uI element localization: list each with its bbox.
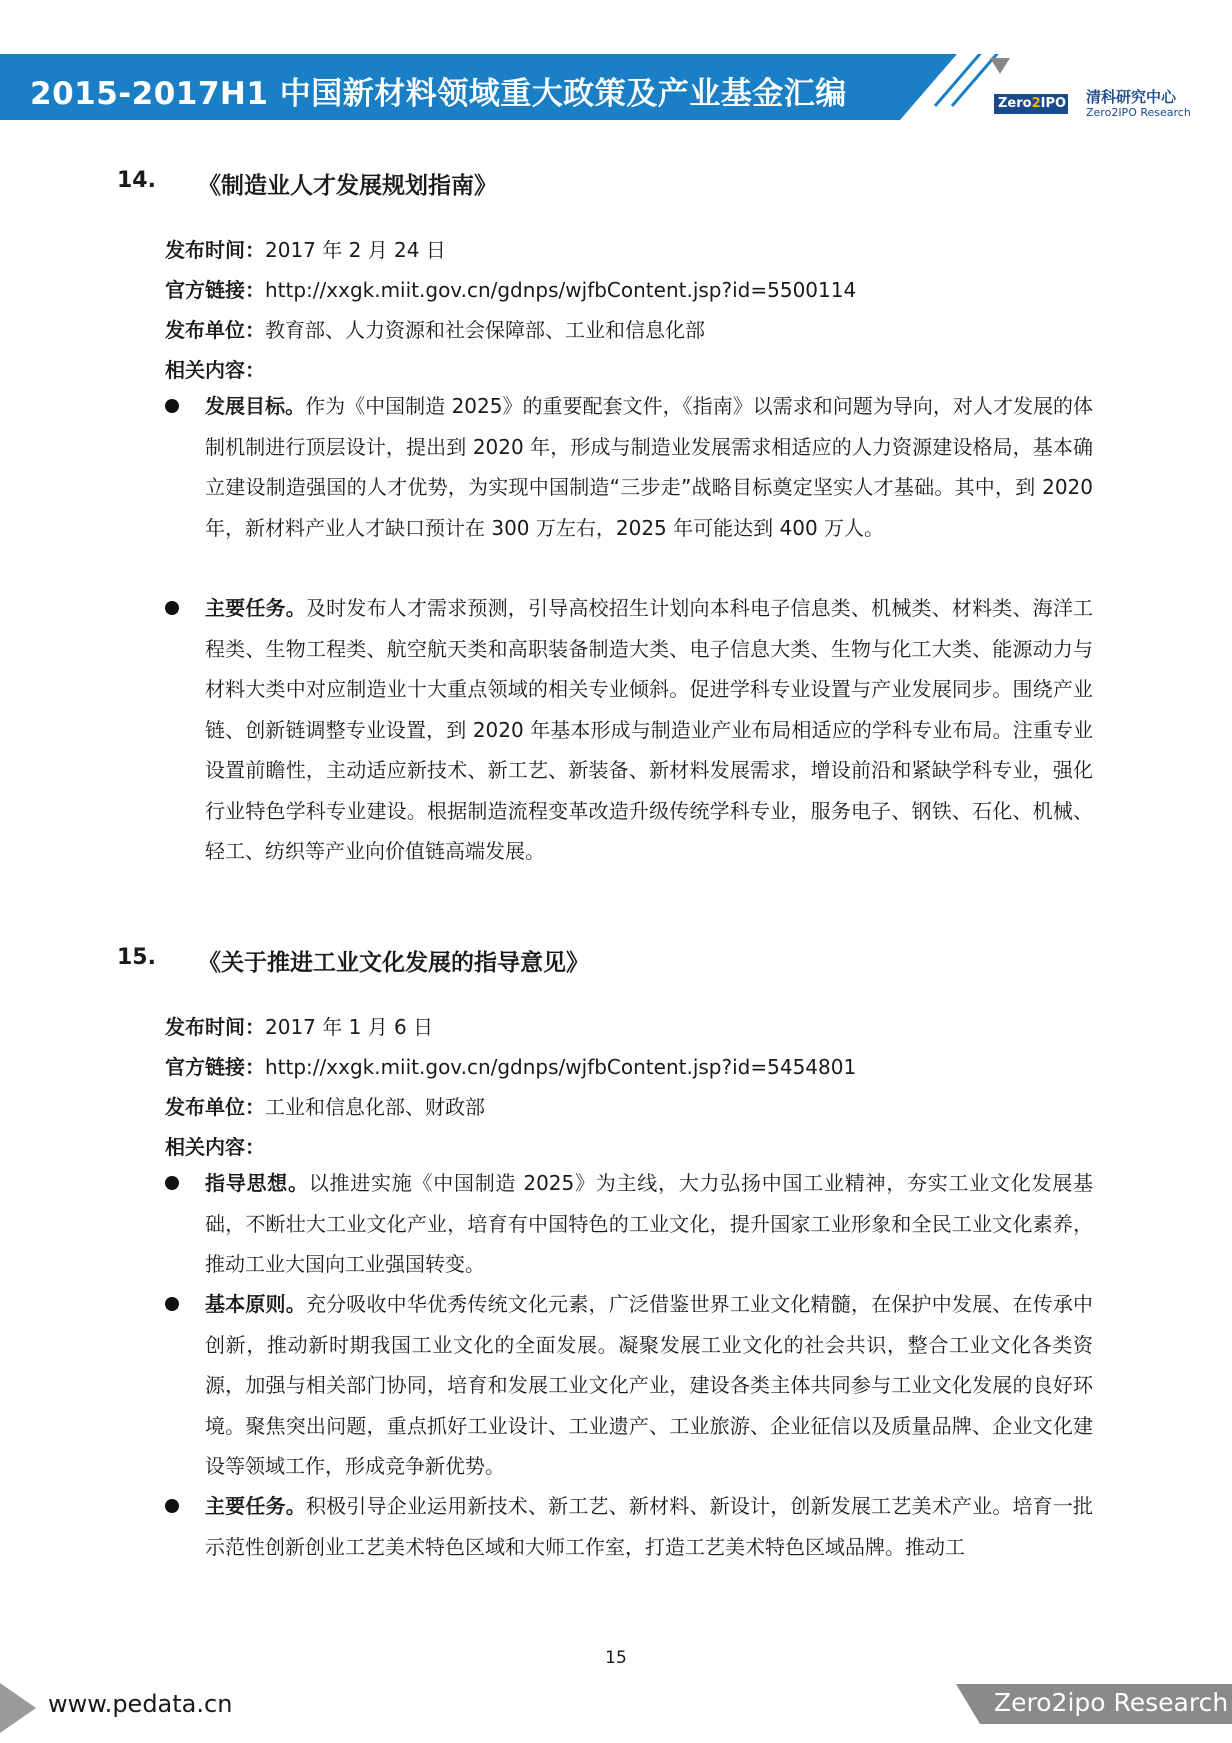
official-link-url[interactable]: http://xxgk.miit.gov.cn/gdnps/wjfbContent.jsp?id=5454801 [265, 1055, 857, 1079]
footer-url[interactable]: www.pedata.cn [48, 1690, 233, 1718]
official-link: 官方链接：http://xxgk.miit.gov.cn/gdnps/wjfbContent.jsp?id=5500114 [165, 278, 857, 302]
official-link: 官方链接：http://xxgk.miit.gov.cn/gdnps/wjfbContent.jsp?id=5454801 [165, 1055, 857, 1079]
bullet-icon [165, 1499, 179, 1513]
document-title: 2015-2017H1 中国新材料领域重大政策及产业基金汇编 [30, 76, 847, 112]
section-title: 《关于推进工业文化发展的指导意见》 [198, 950, 589, 976]
bullet-icon [165, 399, 179, 413]
footer-arrow-icon [0, 1683, 40, 1733]
logo-cn-text: 清科研究中心 [1086, 88, 1177, 106]
list-item: 发展目标。作为《中国制造 2025》的重要配套文件，《指南》以需求和问题为导向，对人才发展的体制机制进行顶层设计，提出到 2020 年，形成与制造业发展需求相适应的人力资源建设格局，基本确立建设制造强国的人才优势，为实现中国制造“三步走”战略目标奠定坚实人才基础。其中，到 2020 年，新材料产业人才缺口预计在 300 万左右，2025 年可能达到 400 万人。 [205, 394, 1093, 540]
section-title: 《制造业人才发展规划指南》 [198, 173, 497, 199]
section-number: 15. [117, 945, 156, 970]
list-item: 主要任务。积极引导企业运用新技术、新工艺、新材料、新设计，创新发展工艺美术产业。培育一批示范性创新创业工艺美术特色区域和大师工作室，打造工艺美术特色区域品牌。推动工 [205, 1494, 1094, 1559]
logo-en-text: Zero2IPO Research [1086, 106, 1191, 119]
release-date: 发布时间：2017 年 2 月 24 日 [165, 238, 446, 262]
section-number: 14. [117, 168, 156, 193]
zero2ipo-logo: Zero2IPO 清科研究中心 Zero2IPO Research [994, 86, 1204, 126]
issuer: 发布单位：工业和信息化部、财政部 [165, 1095, 485, 1119]
bullet-icon [165, 1297, 179, 1311]
list-item: 主要任务。及时发布人才需求预测，引导高校招生计划向本科电子信息类、机械类、材料类、海洋工程类、生物工程类、航空航天类和高职装备制造大类、电子信息大类、生物与化工大类、能源动力与材料大类中对应制造业十大重点领域的相关专业倾斜。促进学科专业设置与产业发展同步。围绕产业链、创新链调整专业设置，到 2020 年基本形成与制造业产业布局相适应的学科专业布局。注重专业设置前瞻性，主动适应新技术、新工艺、新装备、新材料发展需求，增设前沿和紧缺学科专业，强化行业特色学科专业建设。根据制造流程变革改造升级传统学科专业，服务电子、钢铁、石化、机械、轻工、纺织等产业向价值链高端发展。 [205, 596, 1094, 863]
release-date: 发布时间：2017 年 1 月 6 日 [165, 1015, 434, 1039]
page-number: 15 [605, 1648, 627, 1668]
content-label: 相关内容： [165, 1135, 265, 1159]
list-item: 指导思想。以推进实施《中国制造 2025》为主线，大力弘扬中国工业精神，夯实工业文化发展基础，不断壮大工业文化产业，培育有中国特色的工业文化，提升国家工业形象和全民工业文化素养，推动工业大国向工业强国转变。 [205, 1171, 1093, 1276]
footer-brand: Zero2ipo Research [994, 1688, 1229, 1717]
bullet-icon [165, 1176, 179, 1190]
content-label: 相关内容： [165, 358, 265, 382]
bullet-icon [165, 601, 179, 615]
issuer: 发布单位：教育部、人力资源和社会保障部、工业和信息化部 [165, 318, 705, 342]
list-item: 基本原则。充分吸收中华优秀传统文化元素，广泛借鉴世界工业文化精髓，在保护中发展、在传承中创新，推动新时期我国工业文化的全面发展。凝聚发展工业文化的社会共识，整合工业文化各类资源，加强与相关部门协同，培育和发展工业文化产业，建设各类主体共同参与工业文化发展的良好环境。聚焦突出问题，重点抓好工业设计、工业遗产、工业旅游、企业征信以及质量品牌、企业文化建设等领域工作，形成竞争新优势。 [205, 1292, 1094, 1478]
official-link-url[interactable]: http://xxgk.miit.gov.cn/gdnps/wjfbContent.jsp?id=5500114 [265, 278, 857, 302]
